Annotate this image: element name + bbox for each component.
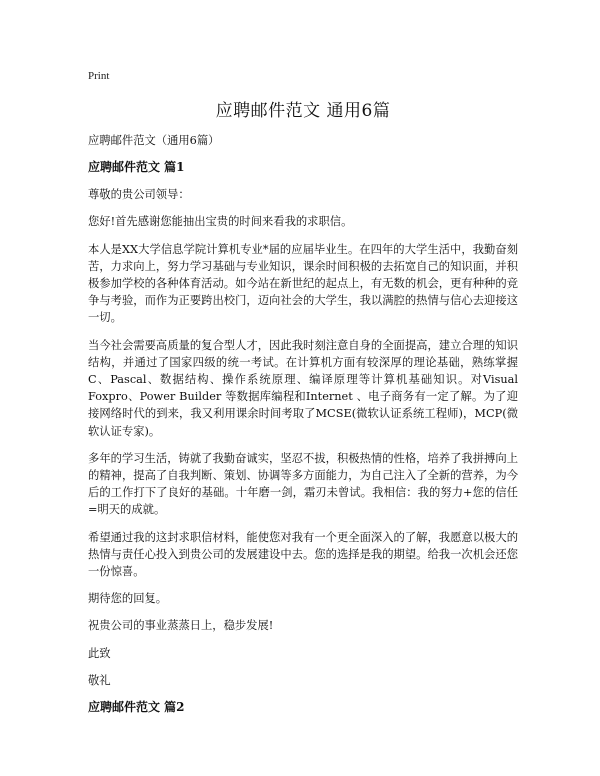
- greeting-paragraph: 您好!首先感谢您能抽出宝贵的时间来看我的求职信。: [88, 215, 353, 229]
- salutation: 尊敬的贵公司领导：: [88, 188, 190, 202]
- closing-line-4: 敬礼: [88, 673, 111, 687]
- document-body: [88, 132, 518, 726]
- print-label: Print: [88, 70, 110, 82]
- closing-line-2: 祝贵公司的事业蒸蒸日上，稳步发展!: [88, 619, 274, 633]
- intro-paragraph: 本人是XX大学信息学院计算机专业*届的应届毕业生。在四年的大学生活中，我勤奋刻苦，力求向上，努力学习基础与专业知识，课余时间积极的去拓宽自己的知识面，并积极参加学校的各种体育活动。如今站在新世纪的起点上，有无数的机会，更有种种的竞争与考验，而作为正要跨出校门，迈向社会的大学生，我以满腔的热情与信心去迎接这一切。: [88, 242, 518, 325]
- section-heading-2: 应聘邮件范文 篇2: [88, 700, 185, 715]
- document-subtitle: 应聘邮件范文（通用6篇）: [88, 134, 220, 147]
- skills-paragraph: 当今社会需要高质量的复合型人才，因此我时刻注意自身的全面提高，建立合理的知识结构，并通过了国家四级的统一考试。在计算机方面有较深厚的理论基础，熟练掌握C、Pascal、数据结构、操作系统原理、编译原理等计算机基础知识。对Visual Foxpro、Power Builder 等数据库编程和Internet 、电子商务有一定了解。为了迎接网络时代的到来，我又利用课余时间考取了MCSE(微软认证系统工程师)，MCP(微软认证专家)。: [88, 338, 518, 438]
- section-heading-1: 应聘邮件范文 篇1: [88, 160, 185, 175]
- closing-line-1: 期待您的回复。: [88, 592, 168, 606]
- hope-paragraph: 希望通过我的这封求职信材料，能使您对我有一个更全面深入的了解，我愿意以极大的热情与责任心投入到贵公司的发展建设中去。您的选择是我的期望。给我一次机会还您一份惊喜。: [88, 530, 518, 579]
- document-title: 应聘邮件范文 通用6篇: [215, 101, 391, 121]
- character-paragraph: 多年的学习生活，铸就了我勤奋诚实，坚忍不拔，积极热情的性格，培养了我拼搏向上的精神，提高了自我判断、策划、协调等多方面能力，为自己注入了全新的营养，为今后的工作打下了良好的基础。十年磨一剑，霜刃未曾试。我相信：我的努力+您的信任=明天的成就。: [88, 451, 518, 517]
- closing-line-3: 此致: [88, 646, 111, 660]
